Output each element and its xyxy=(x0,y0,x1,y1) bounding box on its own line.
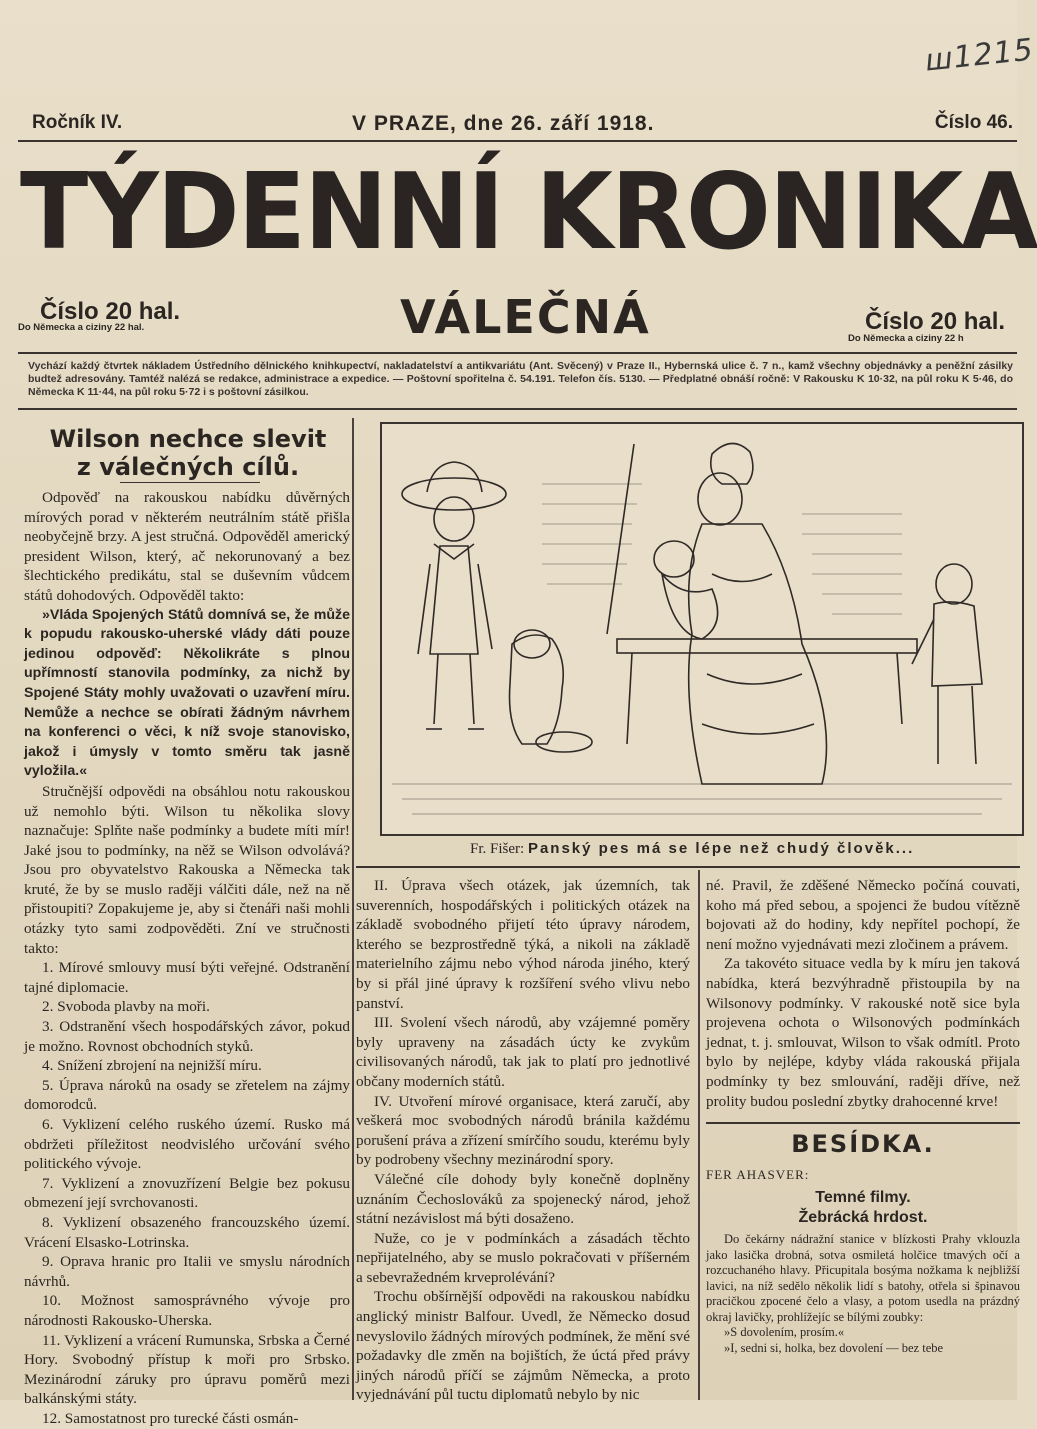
illustration-caption xyxy=(470,840,914,858)
paragraph: né. Pravil, že zděšené Německo počíná couvati, koho má před sebou, a spojenci že budou vítězně bojovati až do hodiny, kdy nepřítel pochopí, že není možno vyjednávati mezi zločinem a právem. xyxy=(706,877,1020,953)
cartoon-drawing xyxy=(382,424,1022,834)
imprint-text: Vychází každý čtvrtek nákladem Ústředního dělnického knihkupectví, nakladatelství a antikvariátu (Ant. Svěcený) v Praze II., Hybernská ulice č. 7 n., kamž všechny objednávky a peněžní zásilky budtež adresovány. Tamtéž nalézá se redakce, administrace a expedice. — Poštovní spořitelna č. 54.191. Telefon čís. 5130. — Předplatné obnáší ročně: V Rakousku K 10·32, na půl roku K 5·46, do Německa K 11·44, na půl roku 5·72 i s poštovní zásilkou. xyxy=(28,360,1013,398)
paragraph: 2. Svoboda plavby na moři. xyxy=(42,998,210,1016)
article-column-1 xyxy=(24,488,350,1429)
handwritten-inventory-note: ш1215 xyxy=(923,32,1036,79)
masthead-title: TÝDENNÍ KRONIKA xyxy=(20,150,1037,274)
volume-label: Ročník IV. xyxy=(32,112,123,133)
price-right: Číslo 20 hal. xyxy=(865,308,1006,335)
paragraph: »Vláda Spojených Států domnívá se, že může k popudu rakousko-uherské vlády dáti pouze jedinou odpověď: Několikráte s plnou upřímností stanovila podmínky, za nichž by Spojené Státy mohly uvažovati o uzavření míru. Nemůže a nechce se obírati žádným návrhem na konferenci o věci, k níž svoje stanovisko, jakož i úmysly v tomto směru tak jasně vyložila.« xyxy=(24,606,350,780)
paragraph: 5. Úprava nároků na osady se zřetelem na zájmy domorodců. xyxy=(24,1076,350,1114)
paragraph: 7. Vyklizení a znovuzřízení Belgie bez pokusu obmezení její svrchovanosti. xyxy=(24,1174,350,1212)
paragraph: Válečné cíle dohody byly konečně doplněny uznáním Čechoslováků za spojenecký národ, jehož státní nezávislost má býti dosaženo. xyxy=(356,1170,690,1228)
article-column-3 xyxy=(706,876,1020,1111)
headline-line-2: z válečných cílů. xyxy=(76,453,300,481)
paragraph: Za takovéto situace vedla by k míru jen taková nabídka, která bezvýhradně přistoupila by na Wilsonovy podmínky. V rakouské notě sice byla projevena ochota o Wilsonových podmínkách jednat, t. j. smlouvat, Wilson to však odmítl. Proto bylo by nejlépe, kdyby vláda rakouská přijala podmínky ty bez smlouvání, raději dříve, než prolity budou poslední zbytky drahocenné krve! xyxy=(706,955,1020,1110)
paragraph: 6. Vyklizení celého ruského území. Rusko má obdržeti příležitost neodvislého určování svého politického vývoje. xyxy=(24,1116,350,1173)
feuilleton-title-main: Temné filmy. xyxy=(815,1189,911,1206)
paragraph: Nuže, co je v podmínkách a zásadách těchto nepřijatelného, aby se muslo pokračovati v příšerném a sebevražedném krveprolévání? xyxy=(356,1229,690,1286)
paragraph: Stručnější odpovědi na obsáhlou notu rakouskou už nemohlo býti. Wilson tu několika slovy naznačuje: Splňte naše podmínky a budete míti mír! Jaké jsou to podmínky, na něž se Wilson odvolává? Jsou pro obyvatelstvo Rakouska a Německa tak kruté, že by se muslo raději válčiti dále, než na ně přistoupiti? Zopakujeme je, aby si čtenáři naši mohli otázky tyto sami zodpověděti. Zní ve stručnosti takto: xyxy=(24,782,350,957)
paragraph: 1. Mírové smlouvy musí býti veřejné. Odstranění tajné diplomacie. xyxy=(24,959,350,996)
article-column-2 xyxy=(356,876,690,1405)
paragraph: IV. Utvoření mírové organisace, která zaručí, aby veškerá moc svobodných národů bránila každému porušení práva a zřízení smírčího soudu, kterému byly by podrobeny všechny mezinárodní spory. xyxy=(356,1092,690,1169)
column-divider-2 xyxy=(698,870,700,1400)
paragraph: III. Svolení všech národů, aby vzájemné poměry byly upraveny na zásadách úcty ke zvykům civilisovaných národů, tak jak to platí pro jednotlivé občany moderních států. xyxy=(356,1014,690,1090)
feuilleton-subtitle: Žebrácká hrdost. xyxy=(798,1209,928,1226)
header-rule xyxy=(18,140,1017,142)
caption-author: Fr. Fišer: xyxy=(470,841,525,857)
cartoon-illustration xyxy=(380,422,1024,836)
paragraph: Odpověď na rakouskou nabídku důvěrných mírových porad v některém neutrálním státě přišla neobyčejně brzy. A jest stručná. Odpověděl americký president Wilson, který, ač nekorunovaný a bez šlechtického predikátu, stal se duševním vůdcem států dohodových. Odpověděl takto: xyxy=(24,489,350,604)
feuilleton-text xyxy=(706,1232,1020,1356)
masthead-subtitle: VÁLEČNÁ xyxy=(400,290,651,344)
price-left: Číslo 20 hal. xyxy=(40,298,181,325)
feuilleton-title xyxy=(706,1188,1020,1228)
feuilleton-author: FER AHASVER: xyxy=(706,1167,810,1182)
price-left-note: Do Německa a ciziny 22 hal. xyxy=(18,322,145,333)
headline-underline xyxy=(120,482,260,483)
paragraph: 8. Vyklizení obsazeného francouzského území. Vrácení Elsasko-Lotrinska. xyxy=(24,1213,350,1251)
paragraph: 10. Možnost samosprávného vývoje pro národnosti Rakousko-Uherska. xyxy=(24,1292,350,1329)
paragraph: 3. Odstranění všech hospodářských závor, pokud je možno. Rovnost obchodních styků. xyxy=(24,1018,350,1055)
paragraph: Trochu obšírnější odpovědi na rakouskou nabídku anglický ministr Balfour. Uvedl, že Německo dosud nevyslovilo žádných mírových podmínek, že mění své požadavky dle změn na bojištích, že úctá před právy jiných národů příčí se zájmům Německa, a proto vyjednávání půl tuctu diplomatů nebylo by nic xyxy=(356,1288,690,1404)
column-divider-1 xyxy=(352,418,354,1400)
paragraph: II. Úprava všech otázek, jak územních, tak suverenních, hospodářských i politických otázek na základě svobodného přijetí této úpravy národem, kterého se bezprostředně týká, a nikoli na základě materielního zájmu nebo výhod národa jiného, který by si přál jiné úpravy k rozšíření svého vlivu nebo panství. xyxy=(356,877,690,1012)
article-headline xyxy=(28,425,348,481)
paragraph: 9. Oprava hranic pro Italii ve smyslu národních návrhů. xyxy=(24,1253,350,1290)
paragraph: Do čekárny nádražní stanice v blízkosti Prahy vklouzla jako lasička drobná, sotva osmiletá holčice tmavých očí a rozcuchaného hlavy. Přicupitala bosýma nožkama k nejbližší lavici, na níž sedělo několik lidí s batohy, otřela si špinavou pracičkou zpocené čelo a vlasy, a potom usedla na prázdný okraj lavičky, prohlížejíc se bílými zoubky: xyxy=(706,1232,1020,1324)
headline-line-1: Wilson nechce slevit xyxy=(49,425,327,453)
besidka-rule xyxy=(706,1122,1020,1124)
issue-number: Číslo 46. xyxy=(934,112,1013,133)
caption-text: Panský pes má se lépe než chudý člověk... xyxy=(527,840,915,857)
paragraph: »I, sedni si, holka, bez dovolení — bez tebe xyxy=(724,1340,944,1355)
imprint-rule-bottom xyxy=(18,408,1017,410)
paragraph: 12. Samostatnost pro turecké části osmán- xyxy=(42,1409,299,1427)
illustration-bottom-rule xyxy=(356,866,1020,868)
section-heading-besidka: BESÍDKA. xyxy=(791,1130,935,1158)
imprint-rule-top xyxy=(18,352,1017,354)
price-right-note: Do Německa a ciziny 22 h xyxy=(848,333,964,344)
paragraph: 4. Snížení zbrojení na nejnižší míru. xyxy=(42,1057,262,1075)
paragraph: 11. Vyklizení a vrácení Rumunska, Srbska a Černé Hory. Svobodný přístup k moři pro Srbsko. Mezinárodní záruky pro úpravu poměrů mezi balkánskými státy. xyxy=(24,1331,350,1408)
paragraph: »S dovolením, prosím.« xyxy=(724,1325,845,1339)
dateline: V PRAZE, dne 26. září 1918. xyxy=(352,112,655,135)
